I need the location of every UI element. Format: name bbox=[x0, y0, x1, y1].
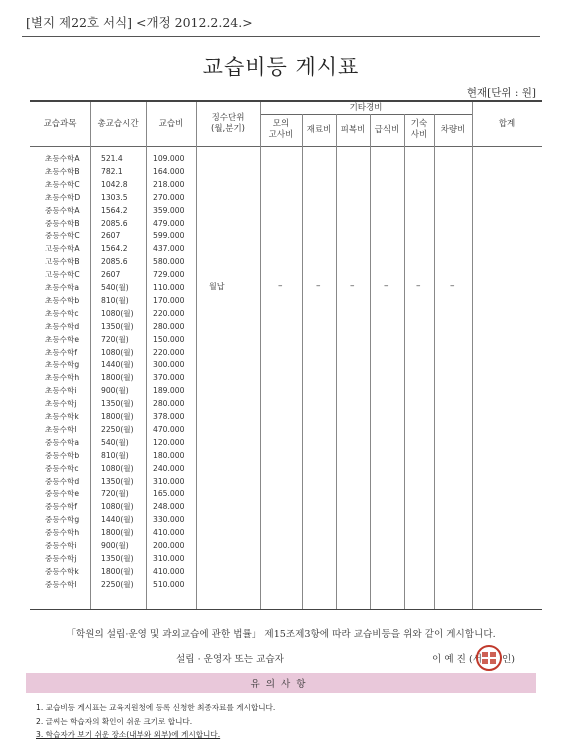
row-total-time: 2085.6 bbox=[101, 218, 128, 228]
dorm-value: – bbox=[416, 281, 421, 291]
row-total-time: 540(월) bbox=[101, 437, 129, 447]
header-clothing: 피복비 bbox=[340, 124, 366, 135]
row-subject: 중등수학c bbox=[45, 463, 79, 473]
row-total-time: 720(월) bbox=[101, 334, 129, 344]
row-fee: 580.000 bbox=[153, 257, 185, 267]
row-subject: 초등수학k bbox=[45, 412, 79, 421]
row-fee: 164.000 bbox=[153, 166, 185, 176]
row-subject: 중등수학k bbox=[45, 566, 79, 576]
notice-heading-bar bbox=[26, 673, 536, 693]
row-fee: 599.000 bbox=[153, 231, 185, 241]
row-total-time: 1800(월) bbox=[101, 412, 134, 421]
row-total-time: 1303.5 bbox=[101, 192, 128, 202]
row-total-time: 1564.2 bbox=[101, 205, 128, 215]
row-subject: 중등수학j bbox=[45, 553, 77, 563]
row-subject: 중등수학A bbox=[45, 205, 80, 215]
row-total-time: 900(월) bbox=[101, 386, 129, 396]
row-total-time: 1440(월) bbox=[101, 515, 134, 525]
row-fee: 248.000 bbox=[153, 502, 185, 512]
header-total-time: 총교습시간 bbox=[97, 118, 139, 129]
row-total-time: 2250(월) bbox=[101, 579, 134, 589]
header-meal: 급식비 bbox=[374, 124, 400, 135]
row-total-time: 1440(월) bbox=[101, 360, 134, 370]
row-subject: 중등수학e bbox=[45, 489, 80, 499]
row-total-time: 1080(월) bbox=[101, 347, 134, 357]
row-fee: 180.000 bbox=[153, 450, 185, 460]
row-total-time: 1350(월) bbox=[101, 553, 134, 563]
row-fee: 310.000 bbox=[153, 553, 185, 563]
row-fee: 150.000 bbox=[153, 334, 185, 344]
header-other-expenses: 기타경비 bbox=[349, 102, 383, 113]
row-fee: 240.000 bbox=[153, 463, 185, 473]
row-fee: 510.000 bbox=[153, 579, 185, 589]
col-line bbox=[472, 102, 473, 609]
row-fee: 270.000 bbox=[153, 192, 185, 202]
row-fee: 300.000 bbox=[153, 360, 185, 370]
row-total-time: 1042.8 bbox=[101, 179, 128, 189]
row-total-time: 782.1 bbox=[101, 166, 123, 176]
row-total-time: 540(월) bbox=[101, 283, 129, 292]
row-fee: 109.000 bbox=[153, 154, 185, 163]
row-total-time: 2250(월) bbox=[101, 424, 134, 434]
row-subject: 초등수학d bbox=[45, 321, 80, 331]
row-fee: 729.000 bbox=[153, 270, 185, 280]
row-total-time: 1800(월) bbox=[101, 566, 134, 576]
row-fee: 479.000 bbox=[153, 218, 185, 228]
row-total-time: 1350(월) bbox=[101, 321, 134, 331]
col-line bbox=[260, 102, 261, 609]
row-total-time: 1350(월) bbox=[101, 476, 134, 486]
top-divider bbox=[22, 36, 540, 37]
row-fee: 378.000 bbox=[153, 412, 185, 421]
header-subject: 교습과목 bbox=[43, 118, 77, 129]
row-fee: 310.000 bbox=[153, 476, 185, 486]
row-fee: 280.000 bbox=[153, 399, 185, 409]
row-subject: 초등수학i bbox=[45, 386, 77, 396]
row-fee: 200.000 bbox=[153, 541, 185, 550]
row-subject: 초등수학l bbox=[45, 424, 77, 434]
row-total-time: 1080(월) bbox=[101, 463, 134, 473]
header-fee: 교습비 bbox=[158, 118, 184, 129]
row-subject: 고등수학B bbox=[45, 257, 80, 267]
row-subject: 중등수학i bbox=[45, 541, 77, 550]
col-line bbox=[196, 102, 197, 609]
col-line bbox=[302, 114, 303, 609]
row-total-time: 2085.6 bbox=[101, 257, 128, 267]
row-subject: 중등수학f bbox=[45, 502, 78, 512]
row-fee: 120.000 bbox=[153, 437, 185, 447]
row-fee: 359.000 bbox=[153, 205, 185, 215]
header-collection-unit: 징수단위 (월,분기) bbox=[211, 113, 245, 134]
signer-name-text: 이 예 진 (서 bbox=[432, 654, 482, 665]
row-total-time: 810(월) bbox=[101, 295, 129, 305]
row-total-time: 2607 bbox=[101, 270, 121, 280]
meal-value: – bbox=[384, 281, 389, 291]
form-number-note: [별지 제22호 서식] <개정 2012.2.24.> bbox=[26, 15, 253, 30]
row-fee: 410.000 bbox=[153, 528, 185, 538]
row-subject: 초등수학D bbox=[45, 192, 81, 202]
row-subject: 고등수학C bbox=[45, 270, 80, 280]
header-dorm: 기숙 사비 bbox=[410, 119, 428, 140]
row-total-time: 1800(월) bbox=[101, 528, 134, 538]
signer-suffix: 인) bbox=[501, 654, 515, 665]
note-item: 2. 글씨는 학습자의 확인이 쉬운 크기로 합니다. bbox=[36, 716, 193, 726]
row-total-time: 720(월) bbox=[101, 489, 129, 499]
row-total-time: 900(월) bbox=[101, 541, 129, 550]
note-item: 3. 학습자가 보기 쉬운 장소(내부와 외부)에 게시합니다. bbox=[36, 730, 221, 739]
row-subject: 중등수학a bbox=[45, 437, 79, 447]
seal-stamp-icon bbox=[475, 644, 503, 672]
col-line bbox=[434, 114, 435, 609]
mock-exam-value: – bbox=[278, 281, 283, 291]
row-subject: 초등수학A bbox=[45, 154, 80, 163]
fee-table bbox=[30, 100, 542, 610]
legal-statement: 「학원의 설립·운영 및 과외교습에 관한 법률」 제15조제3항에 따라 교습비등을 위와 같이 게시합니다. bbox=[66, 629, 496, 640]
header-total: 합계 bbox=[498, 118, 516, 129]
row-fee: 280.000 bbox=[153, 321, 185, 331]
clothing-value: – bbox=[350, 281, 355, 291]
row-subject: 초등수학B bbox=[45, 166, 80, 176]
row-total-time: 1800(월) bbox=[101, 373, 134, 383]
page-title: 교습비등 게시표 bbox=[202, 55, 360, 79]
row-subject: 초등수학f bbox=[45, 347, 78, 357]
row-subject: 중등수학b bbox=[45, 450, 80, 460]
col-line bbox=[90, 102, 91, 609]
row-subject: 초등수학g bbox=[45, 360, 80, 370]
row-total-time: 1350(월) bbox=[101, 399, 134, 409]
row-subject: 중등수학l bbox=[45, 579, 77, 589]
row-fee: 189.000 bbox=[153, 386, 185, 396]
row-total-time: 810(월) bbox=[101, 450, 129, 460]
header-material: 재료비 bbox=[306, 124, 332, 135]
row-subject: 초등수학c bbox=[45, 308, 79, 318]
header-mock-exam: 모의 고사비 bbox=[268, 119, 294, 140]
signature-label: 설립 · 운영자 또는 교습자 bbox=[176, 654, 284, 665]
col-line bbox=[404, 114, 405, 609]
header-divider bbox=[30, 146, 542, 147]
material-value: – bbox=[316, 281, 321, 291]
row-total-time: 1564.2 bbox=[101, 244, 128, 254]
notes-list bbox=[36, 701, 275, 742]
col-line bbox=[370, 114, 371, 609]
row-subject: 중등수학C bbox=[45, 231, 80, 241]
row-subject: 중등수학g bbox=[45, 515, 80, 525]
row-subject: 중등수학h bbox=[45, 528, 80, 538]
row-fee: 218.000 bbox=[153, 179, 185, 189]
row-subject: 초등수학h bbox=[45, 373, 80, 383]
row-subject: 초등수학b bbox=[45, 295, 80, 305]
row-fee: 220.000 bbox=[153, 308, 185, 318]
row-subject: 고등수학A bbox=[45, 244, 80, 254]
row-fee: 470.000 bbox=[153, 424, 185, 434]
col-line bbox=[146, 102, 147, 609]
row-total-time: 1080(월) bbox=[101, 308, 134, 318]
row-fee: 165.000 bbox=[153, 489, 185, 499]
row-fee: 220.000 bbox=[153, 347, 185, 357]
row-total-time: 2607 bbox=[101, 231, 121, 241]
row-subject: 초등수학e bbox=[45, 334, 80, 344]
row-subject: 초등수학j bbox=[45, 399, 77, 409]
row-subject: 초등수학C bbox=[45, 179, 80, 189]
row-fee: 437.000 bbox=[153, 244, 185, 254]
row-subject: 초등수학a bbox=[45, 283, 79, 292]
row-fee: 410.000 bbox=[153, 566, 185, 576]
row-fee: 110.000 bbox=[153, 283, 185, 292]
unit-note: 현재[단위 : 원] bbox=[466, 87, 536, 99]
col-line bbox=[336, 114, 337, 609]
row-subject: 중등수학B bbox=[45, 218, 80, 228]
note-item: 1. 교습비등 게시표는 교육지원청에 등록 신청한 최종자료를 게시합니다. bbox=[36, 703, 276, 712]
notice-heading: 유의사항 bbox=[250, 679, 312, 690]
collection-unit-value: 월납 bbox=[209, 282, 225, 291]
header-vehicle: 차량비 bbox=[440, 124, 466, 135]
row-total-time: 1080(월) bbox=[101, 502, 134, 512]
row-fee: 330.000 bbox=[153, 515, 185, 525]
row-total-time: 521.4 bbox=[101, 154, 123, 163]
row-fee: 370.000 bbox=[153, 373, 185, 383]
row-subject: 중등수학d bbox=[45, 476, 80, 486]
vehicle-value: – bbox=[450, 281, 455, 291]
row-fee: 170.000 bbox=[153, 295, 185, 305]
